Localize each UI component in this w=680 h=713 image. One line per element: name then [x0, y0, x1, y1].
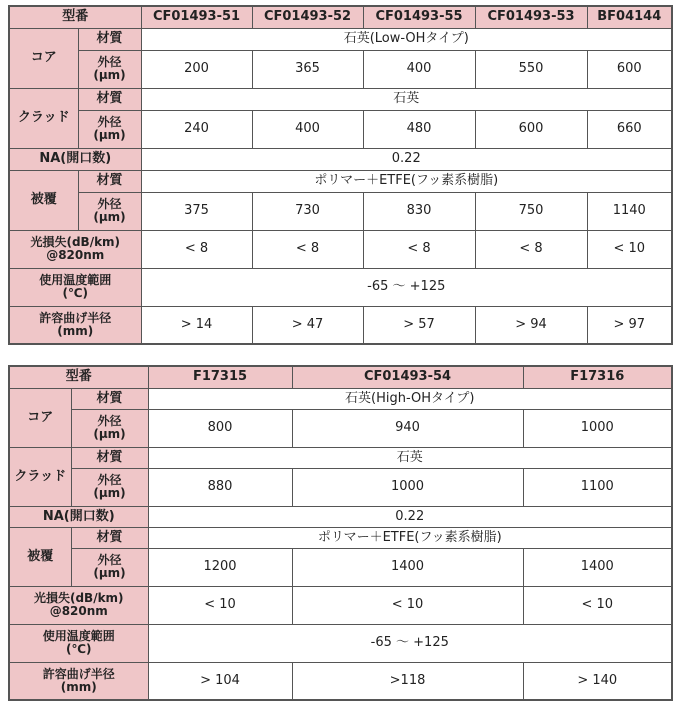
clad-label: クラッド	[9, 447, 71, 506]
core-label: コア	[9, 28, 78, 88]
coating-material-value: ポリマー＋ETFE(フッ素系樹脂)	[148, 527, 672, 548]
od-unit: (μm)	[93, 427, 126, 441]
loss-label	[9, 230, 141, 268]
material-label: 材質	[78, 88, 141, 110]
clad-od-value: 400	[252, 110, 363, 148]
loss-value: < 8	[475, 230, 587, 268]
material-label: 材質	[71, 388, 148, 409]
core-od-value: 365	[252, 50, 363, 88]
material-label: 材質	[71, 447, 148, 468]
temp-label	[9, 624, 148, 662]
core-label: コア	[9, 388, 71, 447]
model-header: F17315	[148, 366, 292, 388]
core-od-value: 1000	[523, 409, 672, 447]
temp-label	[9, 268, 141, 306]
od-label-text: 外径	[97, 553, 122, 567]
temp-row	[9, 268, 672, 306]
header-row	[9, 366, 672, 388]
core-od-value: 200	[141, 50, 252, 88]
core-od-value: 940	[292, 409, 523, 447]
coating-material-row	[9, 170, 672, 192]
bend-value: > 94	[475, 306, 587, 344]
bend-row	[9, 662, 672, 700]
clad-od-value: 660	[587, 110, 672, 148]
model-label: 型番	[9, 366, 148, 388]
clad-label: クラッド	[9, 88, 78, 148]
core-od-value: 400	[363, 50, 475, 88]
od-label	[78, 110, 141, 148]
od-unit: (μm)	[93, 210, 126, 224]
od-label	[78, 192, 141, 230]
loss-value: < 10	[523, 586, 672, 624]
loss-wavelength: @820nm	[46, 248, 105, 262]
bend-unit: (mm)	[57, 323, 94, 338]
clad-material-row	[9, 447, 672, 468]
core-material-row	[9, 388, 672, 409]
loss-row	[9, 230, 672, 268]
coating-od-row	[9, 548, 672, 586]
model-header: CF01493-54	[292, 366, 523, 388]
na-label: NA(開口数)	[9, 506, 148, 527]
bend-value: > 47	[252, 306, 363, 344]
bend-value: > 140	[523, 662, 672, 700]
loss-label	[9, 586, 148, 624]
coating-od-value: 1140	[587, 192, 672, 230]
od-unit: (μm)	[93, 486, 126, 500]
loss-value: < 10	[587, 230, 672, 268]
coating-label: 被覆	[9, 170, 78, 230]
loss-value: < 8	[252, 230, 363, 268]
material-label: 材質	[78, 170, 141, 192]
clad-od-value: 240	[141, 110, 252, 148]
loss-row	[9, 586, 672, 624]
model-label: 型番	[9, 6, 141, 28]
loss-label-text: 光損失(dB/km)	[30, 235, 121, 249]
coating-material-value: ポリマー＋ETFE(フッ素系樹脂)	[141, 170, 672, 192]
core-od-value: 550	[475, 50, 587, 88]
loss-wavelength: @820nm	[49, 604, 108, 618]
temp-unit: (℃)	[66, 642, 92, 656]
material-label: 材質	[78, 28, 141, 50]
bend-unit: (mm)	[60, 679, 97, 694]
model-header: CF01493-51	[141, 6, 252, 28]
temp-label-text: 使用温度範囲	[42, 629, 115, 643]
temp-label-text: 使用温度範囲	[39, 273, 112, 287]
clad-od-value: 600	[475, 110, 587, 148]
temp-row	[9, 624, 672, 662]
na-row	[9, 506, 672, 527]
coating-od-value: 750	[475, 192, 587, 230]
core-od-row	[9, 409, 672, 447]
od-label	[78, 50, 141, 88]
na-value: 0.22	[148, 506, 672, 527]
loss-value: < 8	[141, 230, 252, 268]
core-material-value: 石英(Low-OHタイプ)	[141, 28, 672, 50]
model-header: CF01493-52	[252, 6, 363, 28]
od-label-text: 外径	[97, 473, 122, 487]
loss-label-text: 光損失(dB/km)	[33, 591, 124, 605]
material-label: 材質	[71, 527, 148, 548]
coating-od-value: 730	[252, 192, 363, 230]
model-header: BF04144	[587, 6, 672, 28]
coating-od-value: 830	[363, 192, 475, 230]
bend-label	[9, 662, 148, 700]
model-header: CF01493-53	[475, 6, 587, 28]
bend-label-text: 許容曲げ半径	[39, 310, 112, 325]
coating-od-value: 1400	[292, 548, 523, 586]
coating-od-value: 1200	[148, 548, 292, 586]
loss-value: < 10	[148, 586, 292, 624]
clad-material-row	[9, 88, 672, 110]
clad-material-value: 石英	[148, 447, 672, 468]
od-unit: (μm)	[93, 128, 126, 142]
temp-unit: (℃)	[62, 286, 88, 300]
header-row	[9, 6, 672, 28]
clad-material-value: 石英	[141, 88, 672, 110]
bend-value: > 14	[141, 306, 252, 344]
loss-value: < 10	[292, 586, 523, 624]
coating-od-row	[9, 192, 672, 230]
bend-value: > 104	[148, 662, 292, 700]
od-label	[71, 468, 148, 506]
clad-od-value: 1100	[523, 468, 672, 506]
bend-label	[9, 306, 141, 344]
od-label	[71, 409, 148, 447]
od-label-text: 外径	[97, 197, 122, 211]
coating-od-value: 375	[141, 192, 252, 230]
core-material-row	[9, 28, 672, 50]
od-label-text: 外径	[97, 414, 122, 428]
coating-label: 被覆	[9, 527, 71, 586]
od-unit: (μm)	[93, 68, 126, 82]
od-label-text: 外径	[97, 55, 122, 69]
bend-label-text: 許容曲げ半径	[42, 666, 115, 681]
bend-row	[9, 306, 672, 344]
model-header: F17316	[523, 366, 672, 388]
loss-value: < 8	[363, 230, 475, 268]
clad-od-row	[9, 468, 672, 506]
clad-od-value: 880	[148, 468, 292, 506]
core-material-value: 石英(High-OHタイプ)	[148, 388, 672, 409]
bend-value: >118	[292, 662, 523, 700]
na-label: NA(開口数)	[9, 148, 141, 170]
clad-od-value: 480	[363, 110, 475, 148]
coating-material-row	[9, 527, 672, 548]
clad-od-value: 1000	[292, 468, 523, 506]
temp-value: -65 ～ +125	[148, 624, 672, 662]
bend-value: > 57	[363, 306, 475, 344]
od-label-text: 外径	[97, 115, 122, 129]
od-label	[71, 548, 148, 586]
clad-od-row	[9, 110, 672, 148]
core-od-row	[9, 50, 672, 88]
fiber-spec-table-high-oh	[8, 365, 673, 701]
od-unit: (μm)	[93, 566, 126, 580]
model-header: CF01493-55	[363, 6, 475, 28]
coating-od-value: 1400	[523, 548, 672, 586]
fiber-spec-table-low-oh	[8, 5, 673, 345]
temp-value: -65 ～ +125	[141, 268, 672, 306]
core-od-value: 800	[148, 409, 292, 447]
core-od-value: 600	[587, 50, 672, 88]
na-value: 0.22	[141, 148, 672, 170]
na-row	[9, 148, 672, 170]
bend-value: > 97	[587, 306, 672, 344]
